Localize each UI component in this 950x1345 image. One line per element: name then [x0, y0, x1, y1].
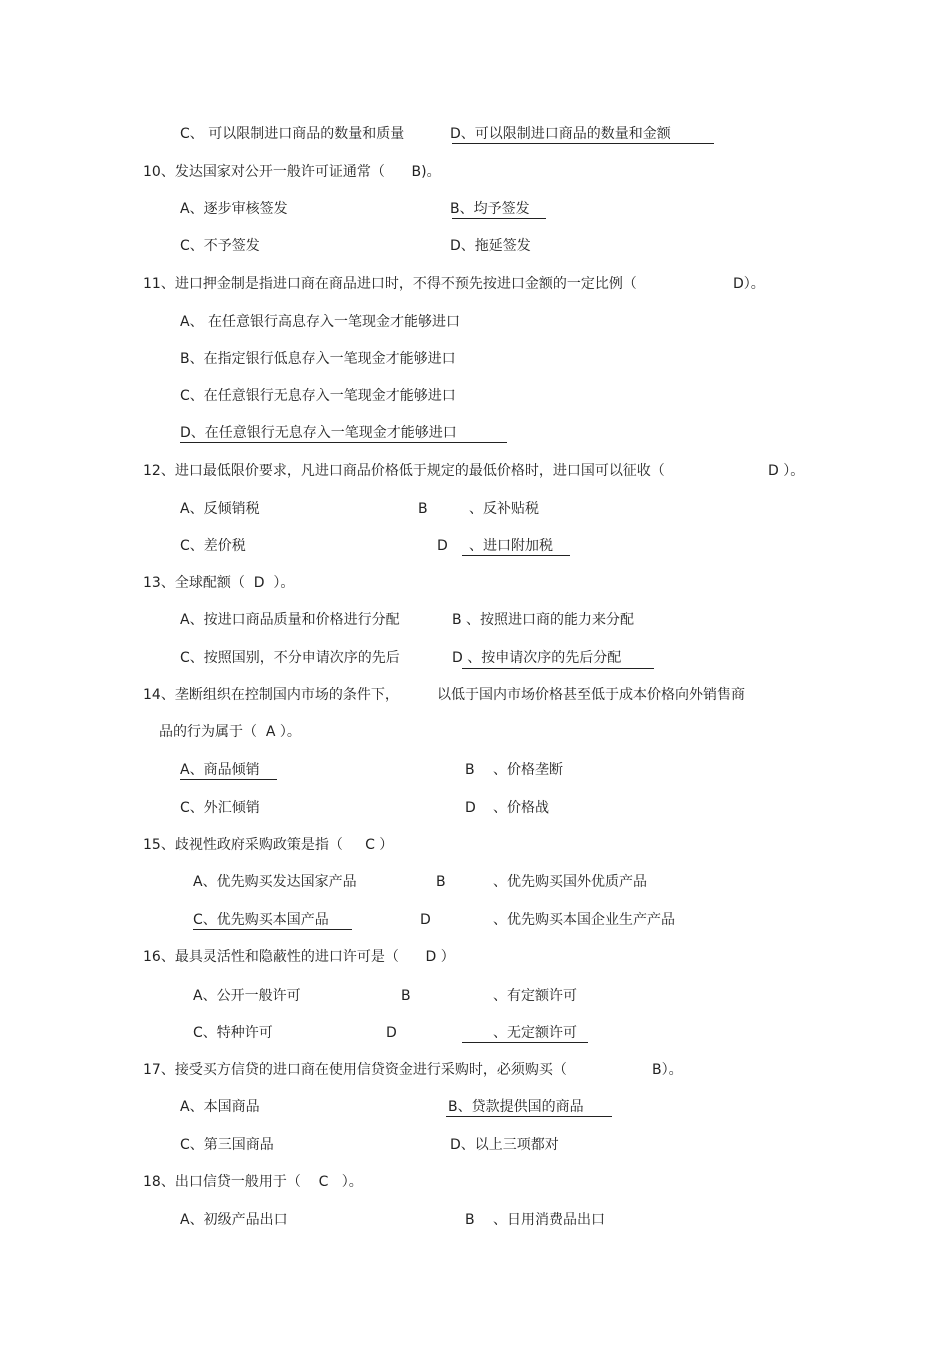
text-line: B: [465, 1212, 475, 1228]
text-line: C、差价税: [180, 538, 246, 554]
text-line: D ）。: [768, 463, 805, 479]
text-line: D）。: [733, 276, 765, 292]
text-line: B 、按照进口商的能力来分配: [452, 612, 635, 628]
text-line: 品的行为属于（ A ）。: [159, 724, 301, 740]
text-line: D、以上三项都对: [450, 1137, 559, 1153]
text-line: D: [420, 912, 431, 928]
text-line: A、公开一般许可: [193, 988, 301, 1004]
text-line: B、在指定银行低息存入一笔现金才能够进口: [180, 351, 456, 367]
text-line: D 、按申请次序的先后分配: [452, 650, 622, 666]
answer-underline: [462, 668, 654, 669]
text-line: 14、垄断组织在控制国内市场的条件下，: [143, 687, 399, 703]
text-line: C、第三国商品: [180, 1137, 274, 1153]
text-line: D、拖延签发: [450, 238, 531, 254]
text-line: D: [465, 800, 476, 816]
text-line: 10、发达国家对公开一般许可证通常（ B)。: [143, 164, 441, 180]
text-line: A、反倾销税: [180, 501, 260, 517]
text-line: B、均予签发: [450, 201, 530, 217]
text-line: 16、最具灵活性和隐蔽性的进口许可是（ D ）: [143, 949, 455, 965]
text-line: D: [437, 538, 448, 554]
text-line: 、价格垄断: [493, 762, 563, 778]
text-line: 17、接受买方信贷的进口商在使用信贷资金进行采购时，必须购买（: [143, 1062, 567, 1078]
text-line: A、优先购买发达国家产品: [193, 874, 357, 890]
text-line: 15、歧视性政府采购政策是指（ C ）: [143, 837, 394, 853]
text-line: D: [386, 1025, 397, 1041]
text-line: A、初级产品出口: [180, 1212, 288, 1228]
answer-underline: [180, 442, 507, 443]
text-line: 、有定额许可: [493, 988, 577, 1004]
text-line: 、无定额许可: [493, 1025, 577, 1041]
text-line: B: [401, 988, 411, 1004]
text-line: A、 在任意银行高息存入一笔现金才能够进口: [180, 314, 461, 330]
text-line: 、反补贴税: [469, 501, 539, 517]
text-line: B）。: [652, 1062, 683, 1078]
text-line: C、特种许可: [193, 1025, 273, 1041]
text-line: A、本国商品: [180, 1099, 260, 1115]
text-line: B: [465, 762, 475, 778]
text-line: C、不予签发: [180, 238, 260, 254]
text-line: 、价格战: [493, 800, 549, 816]
answer-underline: [462, 555, 570, 556]
text-line: C、按照国别，不分申请次序的先后: [180, 650, 400, 666]
answer-underline: [193, 929, 352, 930]
text-line: 13、全球配额（ D ）。: [143, 575, 295, 591]
text-line: C、外汇倾销: [180, 800, 260, 816]
answer-underline: [452, 218, 546, 219]
text-line: B: [418, 501, 428, 517]
text-line: 以低于国内市场价格甚至低于成本价格向外销售商: [437, 687, 745, 703]
text-line: D、在任意银行无息存入一笔现金才能够进口: [180, 425, 457, 441]
text-line: 12、进口最低限价要求，凡进口商品价格低于规定的最低价格时，进口国可以征收（: [143, 463, 665, 479]
text-line: B、贷款提供国的商品: [448, 1099, 584, 1115]
text-line: A、按进口商品质量和价格进行分配: [180, 612, 400, 628]
text-line: 11、进口押金制是指进口商在商品进口时，不得不预先按进口金额的一定比例（: [143, 276, 637, 292]
answer-underline: [180, 779, 277, 780]
text-line: 、优先购买国外优质产品: [493, 874, 647, 890]
answer-underline: [462, 1042, 588, 1043]
text-line: B: [436, 874, 446, 890]
text-line: A、商品倾销: [180, 762, 260, 778]
text-line: C、在任意银行无息存入一笔现金才能够进口: [180, 388, 456, 404]
answer-underline: [446, 1116, 612, 1117]
text-line: A、逐步审核签发: [180, 201, 288, 217]
text-line: D、可以限制进口商品的数量和金额: [450, 126, 671, 142]
text-line: C、优先购买本国产品: [193, 912, 329, 928]
text-line: C、 可以限制进口商品的数量和质量: [180, 126, 405, 142]
text-line: 、优先购买本国企业生产产品: [493, 912, 675, 928]
answer-underline: [452, 143, 714, 144]
text-line: 18、出口信贷一般用于（ C ）。: [143, 1174, 363, 1190]
text-line: 、进口附加税: [469, 538, 553, 554]
text-line: 、日用消费品出口: [493, 1212, 605, 1228]
